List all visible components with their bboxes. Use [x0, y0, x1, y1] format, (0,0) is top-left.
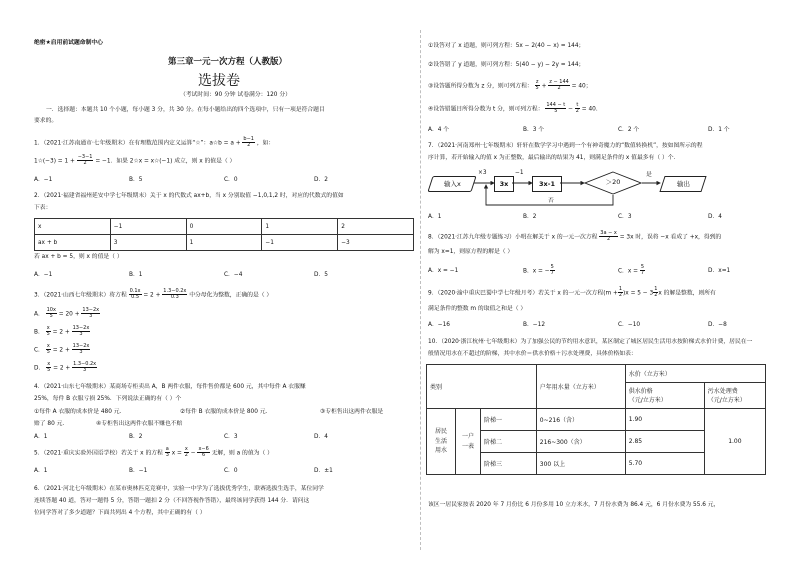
q9-option-a[interactable]: A．−16 [428, 322, 450, 328]
water-price-table [426, 364, 766, 475]
q4-statement-1: ①每件 A 衣服的成本价是 480 元． [34, 409, 126, 415]
q2-option-d[interactable]: D．5 [314, 272, 328, 278]
q9-stem-line2: 满足条件的整数 m 的取值之和是（ ） [428, 306, 527, 312]
table-row: x −1 0 1 2 [35, 219, 414, 235]
q7-option-c[interactable]: C．3 [618, 214, 632, 220]
flowchart-minus1-label: −1 [515, 170, 524, 176]
flowchart-3x-box: 3x [494, 176, 514, 192]
q1-option-a[interactable]: A．−1 [34, 177, 53, 183]
q1-stem: 1．（2021·江苏南通市·七年级期末）在有理数范围内定义运算“☆”：a☆b = a + $\frac{b-1}{2}$ ，如： [34, 136, 275, 149]
q9-option-c[interactable]: C．−10 [618, 322, 641, 328]
table-row: 供水价格 （元/立方米） 污水处理费 （元/立方米） [427, 383, 766, 409]
table-row: 类别 户年用水量（立方米） 水价（立方米） [427, 365, 766, 383]
q3-stem: 3．（2021·山西七年级期末）将方程 $\frac{0.1x}{0.5}$ = 2 + $\frac{1.3-0.2x}{0.3}$ 中分母化为整数，正确的是（ ） [34, 288, 273, 301]
q1-option-d[interactable]: D．2 [314, 177, 328, 183]
q7-flowchart [428, 168, 768, 210]
flowchart-decision: ＞20 [584, 171, 642, 195]
q4-option-c[interactable]: C．3 [224, 434, 238, 440]
q4-statement-3: ③专柜售出这两件衣服是 [320, 409, 384, 415]
q6-option-b[interactable]: B．3 个 [523, 127, 545, 133]
q7-option-b[interactable]: B．2 [523, 214, 537, 220]
q4-option-b[interactable]: B．2 [129, 434, 143, 440]
q1-fraction: $\frac{b-1}{2}$ [243, 136, 254, 149]
q8-options [428, 265, 768, 281]
q7-stem-line2: 序计算，若开始输入的值 x 为正整数，最后输出的结果为 41，则满足条件的 x 值最多有（ ）个． [428, 155, 680, 161]
q5-option-c[interactable]: C．0 [224, 468, 238, 474]
q5-option-a[interactable]: A．1 [34, 468, 48, 474]
section1-title: 一．选择题：本题共 10 个小题，每小题 3 分，共 30 分。在每小题给出的四个选项中，只有一项是符合题目 [46, 107, 325, 113]
q3-option-d[interactable]: D． $\frac{x}{5}$ = 2 + $\frac{1.3-0.2x}{3}$ [34, 361, 97, 374]
chapter-title: 第三章一元一次方程（人教版） [168, 57, 288, 67]
q8-stem-line2: 解为 x=1，则原方程的解是（ ） [428, 249, 514, 255]
q9-option-b[interactable]: B．−12 [523, 322, 546, 328]
q6-option-a[interactable]: A．4 个 [428, 127, 450, 133]
table-row: 阶梯三 300 以上 5.70 [427, 453, 766, 475]
q8-option-d[interactable]: D．x=1 [708, 268, 731, 274]
q6-option-c[interactable]: C．2 个 [618, 127, 640, 133]
q6-stem-line3: 位同学答对了多少道题？下面共列出 4 个方程，其中正确的有（ ） [34, 510, 206, 516]
table-row: 阶梯二 216~300（含） 2.85 [427, 431, 766, 453]
q4-statement-4: ④专柜售出这两件衣服不赚也不赔 [96, 421, 183, 427]
q1-fraction2: $\frac{-3-1}{2}$ [77, 154, 93, 167]
q8-stem: 8．（2021·江苏九年级专题练习）小明在解关于 x 的一元一次方程 $\frac{3a - x}{2}$ = 3x 时，误将 −x 看成了 +x，得到的 [428, 230, 722, 243]
flowchart-no-label: 否 [548, 198, 554, 204]
q9-option-d[interactable]: D．−8 [708, 322, 727, 328]
q4-option-d[interactable]: D．4 [314, 434, 328, 440]
exam-info: （考试时间：90 分钟 试卷满分：120 分） [180, 92, 291, 98]
q6-method-4: ④设答错题目所得分数为 t 分，则可列方程： $\frac{144 - t}{5}$ − $\frac{t}{2}$ = 40． [428, 102, 602, 115]
q10-stem: 10．（2020·浙江杭州·七年级期末）为了加强公民的节约用水意识，某区制定了城区居民生活用水按阶梯式水价计费，居民在一 [428, 339, 753, 345]
q8-option-a[interactable]: A．x = −1 [428, 268, 459, 274]
q10-stem-line2: 般情况用水在不超过的阶梯，其中水价＝供水价格＋污水处理费，具体价格如表： [428, 351, 637, 357]
q7-option-a[interactable]: A．1 [428, 214, 442, 220]
q6-stem-line2: 连续答题 40 道，答对一题得 5 分，答错一题扣 2 分（不回答视作答错），最终该同学获得 144 分．请问这 [34, 498, 310, 504]
flowchart-input: 输入x [427, 176, 476, 192]
q3-option-c[interactable]: C． $\frac{x}{5}$ = 2 + $\frac{13-2x}{3}$ [34, 343, 90, 356]
q6-option-d[interactable]: D．1 个 [708, 127, 730, 133]
q3-option-a[interactable]: A． $\frac{10x}{5}$ = 20 + $\frac{13-2x}{3}$ [34, 307, 100, 320]
q2-option-c[interactable]: C．−4 [224, 272, 243, 278]
q4-stem-line2: 25%，每件 B 衣服亏损 25%．下列说法正确的有（ ）个 [34, 396, 182, 402]
flowchart-yes-label: 是 [646, 172, 652, 178]
q1-stem-line2: 1☆(−3) = 1 + $\frac{-3-1}{2}$ = −1．如果 2☆x = x☆(−1) 成立，则 x 的值是（ ） [34, 154, 236, 167]
column-divider [420, 30, 422, 550]
q6-method-2: ②设答错了 y 道题，则可列方程：5(40 − y) − 2y = 144； [428, 62, 585, 68]
paper-title: 选拔卷 [198, 73, 240, 89]
q8-option-b[interactable]: B．x = − $\frac{5}{7}$ [523, 264, 554, 277]
q2-option-a[interactable]: A．−1 [34, 272, 53, 278]
q7-option-d[interactable]: D．4 [708, 214, 722, 220]
flowchart-output: 输出 [659, 176, 706, 192]
q2-stem: 2．（2021·福建省福州延安中学七年级期末）关于 x 的代数式 ax+b，当 x 分别取值 −1,0,1,2 时，对应的代数式的值如 [34, 193, 344, 199]
q1-option-c[interactable]: C．0 [224, 177, 238, 183]
q7-stem: 7．（2021·河南郑州·七年级期末）轩轩在数学学习中遇到一个有神奇魔力的“数值转换机”，按如图所示的程 [428, 143, 703, 149]
q10-footer: 该区一居民家按表 2020 年 7 月份比 6 月份多用 10 立方米水，7 月份水费为 86.4 元，6 月份水费为 55.6 元， [428, 502, 720, 508]
q5-option-b[interactable]: B．−1 [129, 468, 148, 474]
q5-option-d[interactable]: D．±1 [314, 468, 333, 474]
q4-statement-3-cont: 赔了 80 元． [34, 421, 69, 427]
table-row: 居民 生活 用水 一户 一表 阶梯一 0~216（含） 1.90 1.00 [427, 409, 766, 431]
section1-title-cont: 要求的。 [34, 118, 58, 124]
q9-stem: 9．（2020·渝中重庆巴蜀中学七年级月考）若关于 x 的一元一次方程(m + $\frac{1}{2}$ )x = 5 − 3 $\frac{1}{2}$ x 的解是整数，则所有 [428, 286, 716, 299]
q3-option-b[interactable]: B． $\frac{x}{5}$ = 2 + $\frac{13-2x}{3}$ [34, 325, 90, 338]
flowchart-3x1-box: 3x-1 [532, 176, 562, 192]
q2-option-b[interactable]: B．1 [129, 272, 143, 278]
q4-option-a[interactable]: A．1 [34, 434, 48, 440]
q1-option-b[interactable]: B．5 [129, 177, 143, 183]
q2-table [34, 218, 414, 251]
q5-stem: 5．（2021·重庆实验外国语学校）若关于 x 的方程 $\frac{a}{3}$ x = $\frac{x}{2}$ − $\frac{x-6}{6}$ 无解，则 a 的值为（ ） [34, 446, 273, 459]
q4-statement-2: ②每件 B 衣服的成本价是 800 元． [180, 409, 272, 415]
q6-method-3: ③设答题所得分数为 z 分，则可列方程： $\frac{z}{5}$ + $\frac{z - 144}{2}$ = 40； [428, 79, 592, 92]
q8-option-c[interactable]: C．x = $\frac{5}{7}$ [618, 264, 645, 277]
secret-label: 绝密★启用前试题命制中心 [34, 40, 103, 46]
q4-stem: 4．（2021·山东七年级期末）某商场专柜卖出 A，B 两件衣服，每件售价都是 600 元，其中每件 A 衣服赚 [34, 384, 306, 390]
q2-question: 若 ax + b = 5，则 x 的值是（ ） [34, 254, 123, 260]
q2-stem-cont: 下表： [34, 205, 52, 211]
q6-method-1: ①设答对了 x 道题，则可列方程：5x − 2(40 − x) = 144； [428, 43, 585, 49]
flowchart-x3-label: ×3 [478, 170, 487, 176]
q6-stem: 6．（2021·河北七年级期末）在某市奥林匹克竞赛中，实验一中学为了选拔优秀学生，联赛选拔生选手，某位同学 [34, 486, 324, 492]
table-row: ax + b 3 1 −1 −3 [35, 235, 414, 251]
